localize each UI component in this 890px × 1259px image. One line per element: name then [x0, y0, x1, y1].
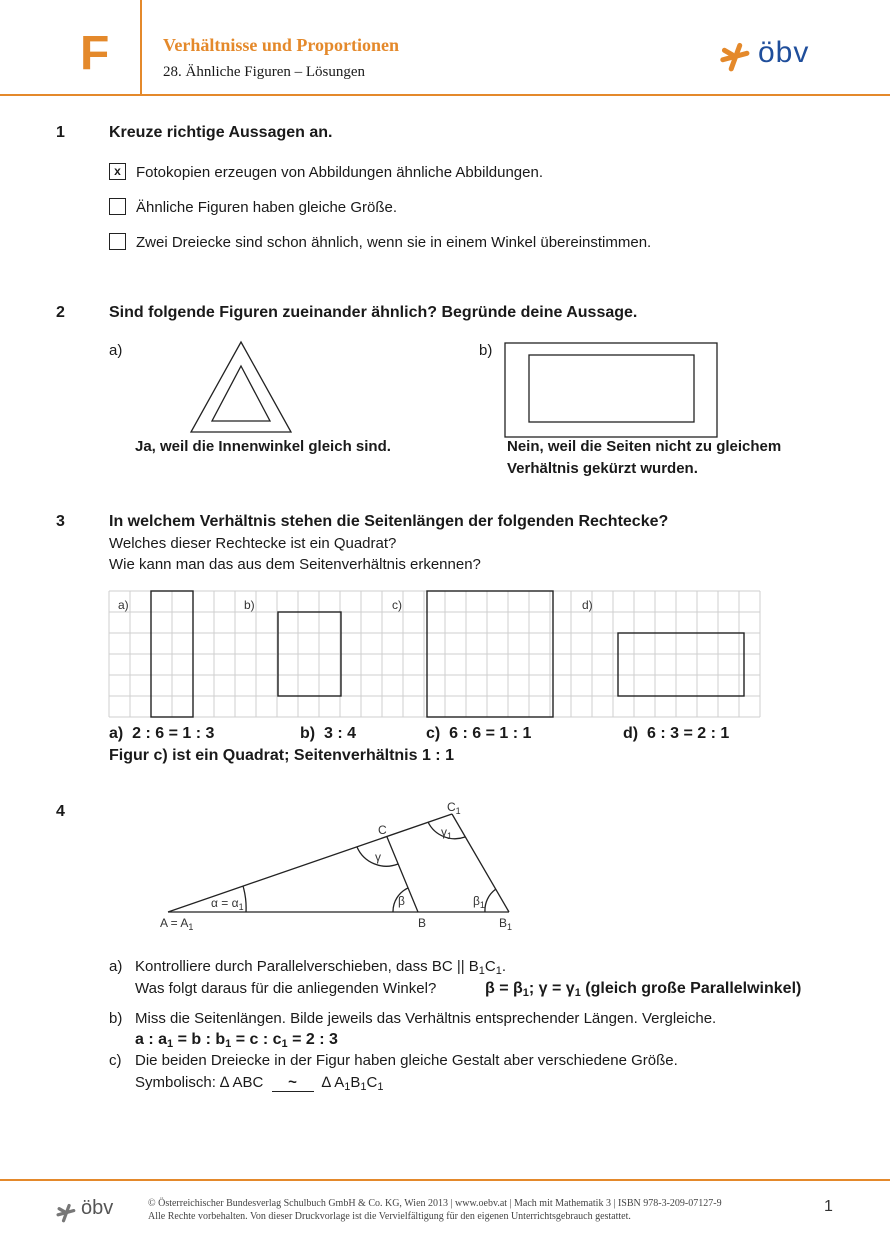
footer-divider — [0, 1179, 890, 1181]
header — [0, 0, 890, 96]
task1-checkbox-3[interactable] — [109, 233, 126, 250]
label-alpha-sub: 1 — [238, 902, 244, 912]
label-beta1-sub: 1 — [479, 900, 485, 910]
task4-a-answer — [485, 980, 801, 999]
task4-c-line2-pre: Symbolisch: ∆ ABC — [135, 1074, 264, 1091]
task4-a-line1-text: Kontrolliere durch Parallelverschieben, dass BC || B — [135, 958, 479, 975]
page-number: 1 — [824, 1198, 833, 1215]
task2-a-answer: Ja, weil die Innenwinkel gleich sind. — [135, 438, 391, 455]
task1-checkbox-2[interactable] — [109, 198, 126, 215]
task3-question: In welchem Verhältnis stehen die Seitenlängen der folgenden Rechtecke? — [109, 513, 669, 530]
task4-b-answer-s1: 1 — [167, 1038, 174, 1050]
task3-answer-d: d) 6 : 3 = 2 : 1 — [623, 725, 730, 742]
inner-triangle — [212, 366, 270, 421]
task1-item-2-text: Ähnliche Figuren haben gleiche Größe. — [136, 199, 397, 216]
task4-c-line1: Die beiden Dreiecke in der Figur haben gleiche Gestalt aber verschiedene Größe. — [135, 1052, 678, 1069]
task4-c-line2-post: ∆ A — [321, 1074, 345, 1091]
task4-a-line2: Was folgt daraus für die anliegenden Winkel? — [135, 980, 437, 997]
label-beta: β — [398, 894, 405, 908]
task4-b-answer-p2: = b : b — [173, 1031, 226, 1048]
rectangle-d — [618, 633, 744, 696]
task1-item-1-text: Fotokopien erzeugen von Abbildungen ähnliche Abbildungen. — [136, 164, 543, 181]
footer-logo-text: öbv — [81, 1197, 114, 1219]
task4-a-answer-mid: ; γ = γ — [528, 980, 575, 997]
footer-copyright-line1: © Österreichischer Bundesverlag Schulbuch GmbH & Co. KG, Wien 2013 | www.oebv.at | Mach mit Mathematik 3 | ISBN 978-3-209-07127-9 — [148, 1198, 722, 1209]
task3-line2: Welches dieser Rechtecke ist ein Quadrat? — [109, 535, 397, 552]
label-A-sub: 1 — [188, 922, 194, 932]
task2-triangles-figure — [181, 339, 301, 435]
footer-logo — [55, 1197, 135, 1226]
svg-text:γ1 — [441, 825, 452, 841]
task4-b-answer-p4: = 2 : 3 — [287, 1031, 338, 1048]
grid-lines — [109, 591, 760, 717]
label-B: B — [418, 916, 427, 930]
task4-number: 4 — [56, 803, 65, 820]
task4-triangles-figure — [150, 795, 530, 935]
task4-b-answer — [135, 1031, 338, 1050]
task4-c-line2-p2: B — [350, 1074, 361, 1091]
task2-a-label: a) — [109, 342, 123, 359]
task4-b-answer-s3: 1 — [281, 1038, 288, 1050]
task4-b-label: b) — [109, 1010, 123, 1027]
label-gamma1-sub: 1 — [447, 831, 453, 841]
task4-a-answer-sub2: 1 — [574, 987, 581, 999]
label-beta1: β — [473, 894, 480, 908]
task3-answer-c: c) 6 : 6 = 1 : 1 — [426, 725, 532, 742]
task4-c-line2-p3: C — [366, 1074, 378, 1091]
chapter-letter: F — [80, 27, 110, 80]
label-C1: C — [447, 800, 456, 814]
task4-a-line1-mid: C — [484, 958, 496, 975]
task4-a-answer-pre: β = β — [485, 980, 523, 997]
task3-answer-a: a) 2 : 6 = 1 : 3 — [109, 725, 215, 742]
task4-c-line2 — [135, 1074, 384, 1093]
task4-a-answer-sub1: 1 — [522, 987, 529, 999]
label-B1-sub: 1 — [507, 922, 513, 932]
task4-c-line2-s2: 1 — [360, 1081, 367, 1093]
svg-text:β1 — [473, 894, 485, 910]
task4-b-answer-p1: a : a — [135, 1031, 168, 1048]
footer-copyright-line2: Alle Rechte vorbehalten. Von dieser Druckvorlage ist die Vervielfältigung für den eigenen Unterrichtsgebrauch gestattet. — [148, 1211, 631, 1222]
task4-b-answer-p3: = c : c — [231, 1031, 282, 1048]
task4-c-line2-s3: 1 — [377, 1081, 384, 1093]
task3-answer-b: b) 3 : 4 — [300, 725, 357, 742]
label-gamma1: γ — [441, 825, 447, 839]
task4-c-line2-s1: 1 — [344, 1081, 351, 1093]
label-alpha: α = α — [211, 896, 239, 910]
task4-a-line1 — [135, 958, 506, 977]
header-logo — [718, 36, 828, 76]
svg-text:C1 — [447, 800, 461, 816]
task2-number: 2 — [56, 304, 65, 321]
svg-text:B1 — [499, 916, 512, 932]
task4-a-line1-post: . — [501, 958, 507, 975]
outer-triangle — [191, 342, 291, 432]
label-gamma: γ — [375, 850, 381, 864]
outer-rectangle — [505, 343, 717, 437]
star-logo-icon — [718, 40, 752, 74]
header-logo-text: öbv — [758, 36, 810, 69]
svg-text:A = A1 — [160, 916, 193, 932]
label-C: C — [378, 823, 387, 837]
label-C1-sub: 1 — [455, 806, 461, 816]
task4-c-label: c) — [109, 1052, 122, 1069]
task2-question: Sind folgende Figuren zueinander ähnlich? Begründe deine Aussage. — [109, 304, 638, 321]
header-title: Verhältnisse und Proportionen — [163, 35, 400, 55]
task3-number: 3 — [56, 513, 65, 530]
label-B1: B — [499, 916, 508, 930]
header-subtitle: 28. Ähnliche Figuren – Lösungen — [163, 64, 366, 80]
grid-label-b: b) — [244, 598, 255, 612]
task1-item-3-text: Zwei Dreiecke sind schon ähnlich, wenn sie in einem Winkel übereinstimmen. — [136, 234, 652, 251]
inner-rectangle — [529, 355, 694, 422]
task4-a-line1-sub1: 1 — [478, 965, 485, 977]
grid-label-d: d) — [582, 598, 593, 612]
task2-b-answer-line2: Verhältnis gekürzt wurden. — [507, 460, 698, 477]
similarity-symbol: ~ — [288, 1074, 297, 1091]
task2-b-answer-line1: Nein, weil die Seiten nicht zu gleichem — [507, 438, 782, 455]
footer-star-logo-icon — [55, 1202, 77, 1224]
task4-b-line1: Miss die Seitenlängen. Bilde jeweils das Verhältnis entsprechender Längen. Vergleiche. — [135, 1010, 717, 1027]
task1-question: Kreuze richtige Aussagen an. — [109, 124, 333, 141]
task1-checkbox-1[interactable]: x — [109, 163, 126, 180]
grid-label-a: a) — [118, 598, 129, 612]
svg-text:α = α1 — [211, 896, 244, 912]
task4-a-line1-sub2: 1 — [495, 965, 502, 977]
task4-b-answer-s2: 1 — [225, 1038, 232, 1050]
task2-rectangles-figure — [504, 340, 720, 440]
task1-number: 1 — [56, 124, 65, 141]
header-divider-vertical — [140, 0, 142, 95]
task4-a-label: a) — [109, 958, 123, 975]
task3-conclusion: Figur c) ist ein Quadrat; Seitenverhältnis 1 : 1 — [109, 747, 454, 764]
header-divider-horizontal — [0, 94, 890, 96]
label-A: A = A — [160, 916, 189, 930]
task2-b-label: b) — [479, 342, 493, 359]
task3-grid-figure — [108, 589, 768, 720]
similarity-blank — [272, 1074, 314, 1092]
grid-label-c: c) — [392, 598, 402, 612]
task4-a-answer-post: (gleich große Parallelwinkel) — [580, 980, 802, 997]
task3-line3: Wie kann man das aus dem Seitenverhältnis erkennen? — [109, 556, 481, 573]
